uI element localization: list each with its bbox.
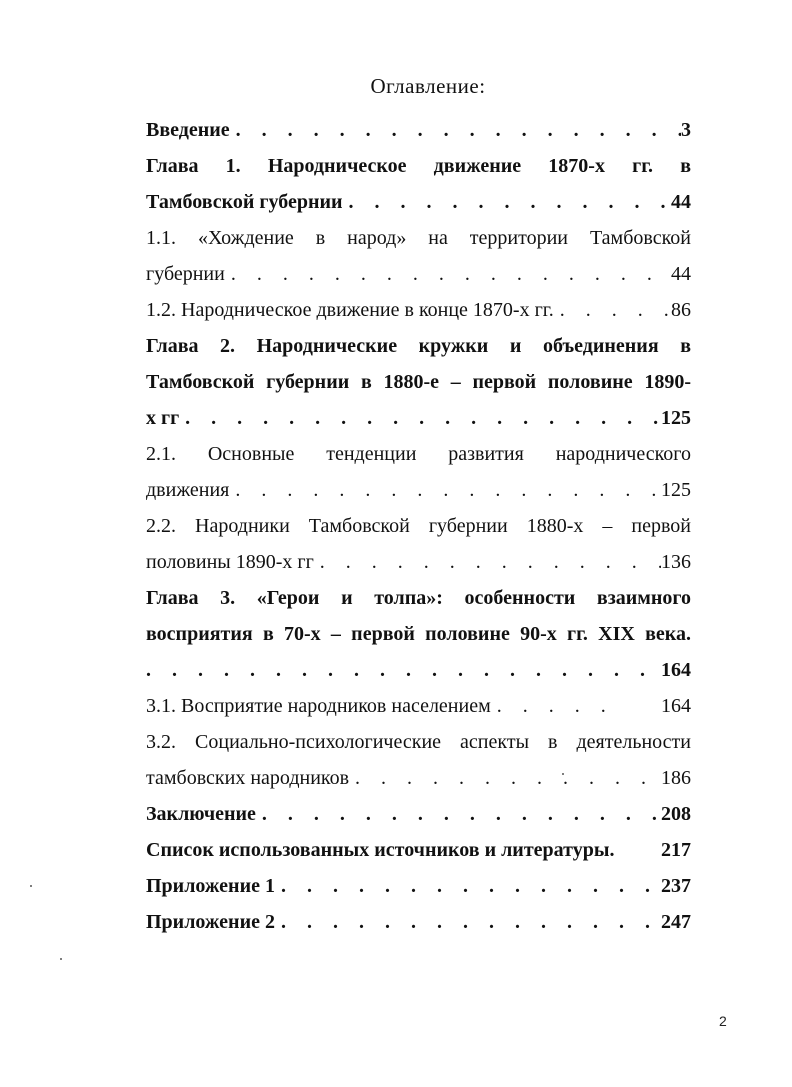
toc-entry-ch1-line1: Глава 1. Народническое движение 1870-х гг. в: [146, 155, 691, 177]
toc-entry-ch3-line2: восприятия в 70-х – первой половине 90-х гг. XIX века.: [146, 623, 691, 645]
entry-page: 44: [671, 263, 691, 285]
entry-page: 237: [661, 875, 691, 897]
toc-entry-sources: [146, 832, 691, 868]
entry-title: Тамбовской губернии: [146, 191, 343, 213]
entry-page: 86: [671, 299, 691, 321]
entry-title: Введение: [146, 119, 230, 141]
toc-entry-appendix-1: [146, 868, 691, 904]
toc-entry-ch2: [146, 400, 691, 436]
entry-title: губернии: [146, 263, 225, 285]
scan-speck: [30, 885, 32, 887]
dot-leader: [343, 184, 671, 220]
entry-page: 44: [671, 191, 691, 213]
toc-entry-s1-1: [146, 256, 691, 292]
entry-title: Список использованных источников и литературы.: [146, 839, 615, 861]
toc-entry-s2-1-line1: 2.1. Основные тенденции развития народнического: [146, 443, 691, 465]
toc-entry-ch1: [146, 184, 691, 220]
toc-entry-s1-1-line1: 1.1. «Хождение в народ» на территории Тамбовской: [146, 227, 691, 249]
entry-page: 186: [661, 767, 691, 789]
toc-entry-s2-1: [146, 472, 691, 508]
toc-title: Оглавление:: [370, 74, 486, 98]
dot-leader: [314, 544, 661, 580]
toc-entry-ch3: [146, 652, 691, 688]
entry-title: половины 1890-х гг: [146, 551, 314, 573]
toc-entry-s3-1: [146, 688, 691, 724]
entry-page: 164: [661, 659, 691, 681]
toc-entry-ch2-line1: Глава 2. Народнические кружки и объединения в: [146, 335, 691, 357]
toc-entry-intro: [146, 112, 691, 148]
entry-page: 164: [661, 695, 691, 717]
scan-speck: [60, 958, 62, 960]
entry-page: 208: [661, 803, 691, 825]
entry-title: Приложение 1: [146, 875, 275, 897]
entry-title: тамбовских народников: [146, 767, 350, 789]
entry-title: 3.1. Восприятие народников населением: [146, 695, 491, 717]
dot-leader: [491, 688, 619, 724]
dot-leader: [349, 760, 661, 796]
toc-entry-s2-2: [146, 544, 691, 580]
entry-page: 136: [661, 551, 691, 573]
entry-title: движения: [146, 479, 230, 501]
entry-title: Приложение 2: [146, 911, 275, 933]
dot-leader: [275, 904, 661, 940]
scan-speck: [562, 773, 564, 775]
entry-page: 217: [661, 839, 691, 861]
dot-leader: [146, 652, 661, 688]
entry-page: 3: [681, 119, 691, 141]
entry-page: 125: [661, 479, 691, 501]
toc-entry-ch3-line1: Глава 3. «Герои и толпа»: особенности взаимного: [146, 587, 691, 609]
entry-title: х гг: [146, 407, 180, 429]
dot-leader: [554, 292, 671, 328]
dot-leader: [225, 256, 671, 292]
toc-entry-ch2-line2: Тамбовской губернии в 1880-е – первой половине 1890-: [146, 371, 691, 393]
entry-page: 247: [661, 911, 691, 933]
entry-page: 125: [661, 407, 691, 429]
dot-leader: [256, 796, 661, 832]
table-of-contents: [146, 112, 691, 940]
toc-entry-appendix-2: [146, 904, 691, 940]
dot-leader: [230, 112, 681, 148]
dot-leader: [229, 472, 661, 508]
entry-title: Заключение: [146, 803, 256, 825]
toc-entry-s1-2: [146, 292, 691, 328]
dot-leader: [179, 400, 661, 436]
entry-title: 1.2. Народническое движение в конце 1870-х гг.: [146, 299, 554, 321]
page-number: 2: [719, 1013, 727, 1029]
toc-entry-s2-2-line1: 2.2. Народники Тамбовской губернии 1880-х – первой: [146, 515, 691, 537]
dot-leader: [275, 868, 661, 904]
toc-entry-conclusion: [146, 796, 691, 832]
toc-entry-s3-2: [146, 760, 691, 796]
toc-entry-s3-2-line1: 3.2. Социально-психологические аспекты в деятельности: [146, 731, 691, 753]
